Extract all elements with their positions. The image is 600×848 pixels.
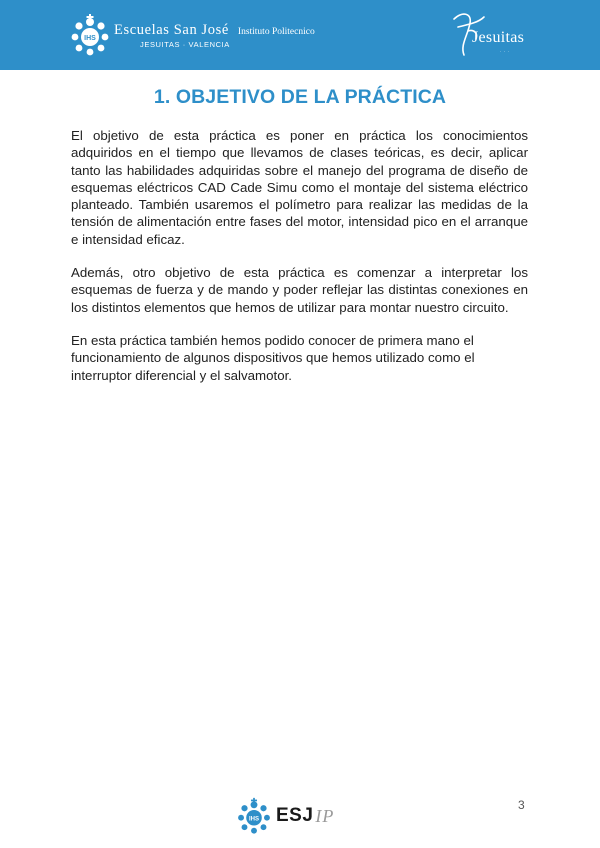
institute-name: Instituto Politecnico [237, 26, 315, 37]
paragraph-1: El objetivo de esta práctica es poner en práctica los conocimientos adquiridos en el tiempo que llevamos de clases teóricas, es decir, aplicar tanto las habilidades adquiridas sobre el manejo del programa de diseño de esquemas eléctricos CAD Cade Simu como el montaje del sistema eléctrico planteado. También usaremos el polímetro para realizar las medidas de la tensión de alimentación entre fases del motor, intensidad pico en el arranque e intensidad eficaz. [71, 128, 528, 247]
jesuitas-logo [448, 9, 558, 61]
header-band [0, 0, 600, 70]
paragraph-2: Además, otro objetivo de esta práctica es comenzar a interpretar los esquemas de fuerza y de mando y poder reflejar las distintas conexiones en los distintos elementos que hemos de utilizar para montar nuestro circuito. [71, 265, 528, 315]
school-name: Escuelas San José [114, 21, 229, 38]
crest-icon [236, 797, 272, 835]
svg-text:IHS: IHS [248, 816, 260, 823]
body-text [71, 127, 528, 400]
footer-logo-ip: IP [315, 805, 335, 826]
school-subtitle: JESUITAS · VALENCIA [140, 39, 230, 49]
jesuitas-wordmark: Jesuitas [472, 29, 525, 46]
footer-logo-esj: ESJ [276, 805, 314, 826]
crest-icon [70, 13, 110, 57]
paragraph-3: En esta práctica también hemos podido conocer de primera mano el funcionamiento de algunos dispositivos que hemos utilizado como el interruptor diferencial y el salvamotor. [71, 332, 475, 383]
page-title: 1. OBJETIVO DE LA PRÁCTICA [153, 86, 447, 108]
page-number: 3 [518, 798, 525, 812]
school-logo [70, 13, 315, 57]
footer-logo [236, 797, 334, 835]
svg-text:IHS: IHS [84, 35, 96, 42]
jesuitas-subtitle: · · · [500, 49, 510, 54]
